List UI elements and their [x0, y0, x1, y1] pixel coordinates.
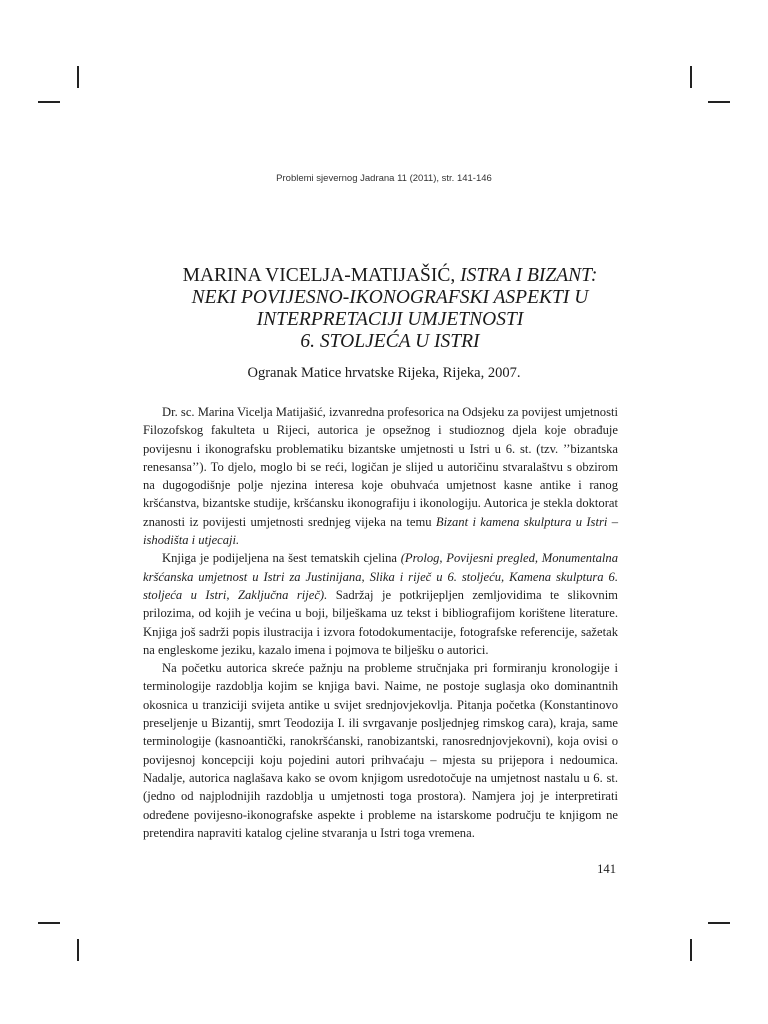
- paragraph-2: [143, 549, 618, 659]
- review-title: [140, 265, 640, 353]
- title-book-start: ISTRA I BIZANT:: [460, 265, 598, 286]
- crop-mark-bottom-left-vertical: [77, 939, 79, 961]
- paragraph-3: [143, 659, 618, 842]
- paragraph-1-text: Dr. sc. Marina Vicelja Matijašić, izvanredna profesorica na Odsjeku za povijest umjetnosti Filozofskog fakulteta u Rijeci, autorica je opsežnog i studioznog djela koje obrađuje povijesnu i ikonografsku problematiku bizantske umjetnosti u Istri u 6. st. (tzv. ’’bizantska renesansa’’). To djelo, moglo bi se reći, logičan je slijed u autoričinu stvaralaštvu s obzirom na dugogodišnje polje njezina interesa koje obuhvaća umjetnost kasne antike i ranog kršćanstva, bizantske studije, kršćansku ikonografiju i ikonologiju. Autorica je stekla doktorat znanosti iz povijesti umjetnosti srednjeg vijeka na temu: [143, 405, 618, 529]
- crop-mark-top-left-vertical: [77, 66, 79, 88]
- crop-mark-bottom-left-horizontal: [38, 922, 60, 924]
- title-line-2: NEKI POVIJESNO-IKONOGRAFSKI ASPEKTI U: [191, 287, 589, 308]
- paragraph-1: [143, 403, 618, 549]
- chapter-list: (Prolog, Povijesni pregled, Monumentalna kršćanska umjetnost u Istri za Justinijana, Slika i riječ u 6. stoljeću, Kamena skulptura 6. stoljeća u Istri, Zaključna riječ).: [143, 551, 618, 602]
- title-line-4: 6. STOLJEĆA U ISTRI: [300, 331, 480, 352]
- page-number: 141: [597, 862, 616, 876]
- review-body: [143, 403, 618, 842]
- paragraph-3-text: Na početku autorica skreće pažnju na probleme stručnjaka pri formiranju kronologije i terminologije razdoblja kojim se knjiga bavi. Naime, ne postoje suglasja oko dominantnih okosnica u tranziciji svijeta antike u svijet srednjovjekovlja. Pitanja početka (Konstantinovo preseljenje u Bizantij, smrt Teodozija I. ili svrgavanje posljednjeg rimskog cara), kraja, same terminologije (kasnoantički, ranokršćanski, ranobizantski, ranosrednjovjekovni), koja ovisi o povijesnoj koncepciji koju pojedini autori prihvaćaju – mjesta su prijepora i nedoumica. Nadalje, autorica naglašava kako se ovom knjigom usredotočuje na umjetnost nastalu u 6. st. (jedno od najplodnijih razdoblja u umjetnosti toga prostora). Namjera joj je interpretirati određene povijesno-ikonografske aspekte i probleme na istarskome području te knjigom ne pretendira napraviti katalog cjeline stvaranja u Istri toga vremena.: [143, 661, 618, 840]
- journal-header: Problemi sjevernog Jadrana 11 (2011), str. 141-146: [276, 173, 492, 184]
- title-line-3: INTERPRETACIJI UMJETNOSTI: [256, 309, 524, 330]
- crop-mark-bottom-right-horizontal: [708, 922, 730, 924]
- publisher-line: Ogranak Matice hrvatske Rijeka, Rijeka, 2007.: [247, 365, 521, 381]
- crop-mark-top-right-horizontal: [708, 101, 730, 103]
- paragraph-2-start: Knjiga je podijeljena na šest tematskih cjelina: [162, 551, 397, 566]
- paragraph-2-rest: Sadržaj je potkrijepljen zemljovidima te slikovnim prilozima, od kojih je većina u boji, bilješkama uz tekst i bibliografijom korištene literature. Knjiga još sadrži popis ilustracija i izvora fotodokumentacije, fotografske referencije, sažetak na engleskome jeziku, kazalo imena i pojmova te bilješku o autorici.: [143, 587, 618, 657]
- crop-mark-top-left-horizontal: [38, 101, 60, 103]
- title-line-1: [140, 265, 640, 287]
- dissertation-title: Bizant i kamena skulptura u Istri – ishodišta i utjecaji.: [143, 514, 619, 548]
- crop-mark-bottom-right-vertical: [690, 939, 692, 961]
- crop-mark-top-right-vertical: [690, 66, 692, 88]
- title-author: MARINA VICELJA-MATIJAŠIĆ,: [182, 265, 456, 286]
